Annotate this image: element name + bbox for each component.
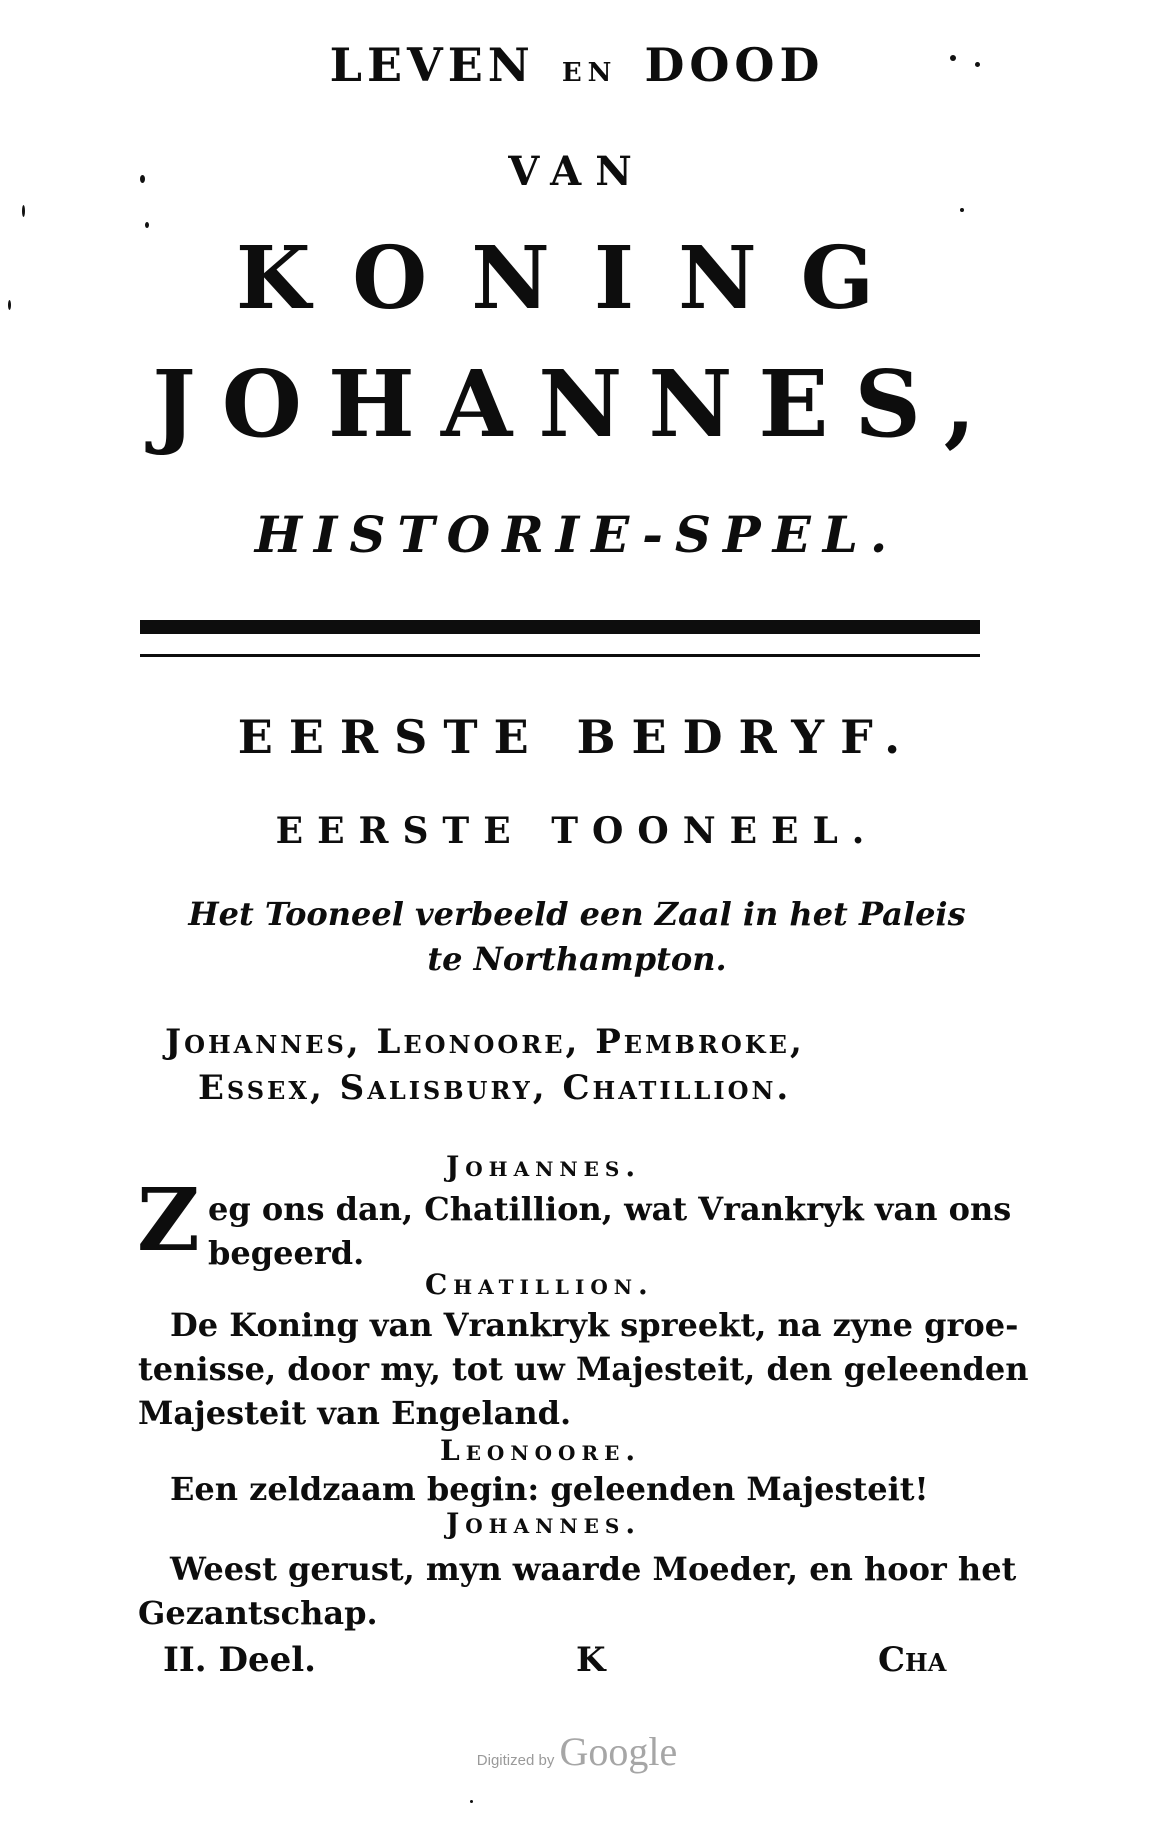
title-genre: HISTORIE-SPEL. <box>254 505 900 564</box>
scene-heading: EERSTE TOONEEL. <box>275 810 879 852</box>
running-head-leven: LEVEN <box>329 38 535 92</box>
watermark-brand: Google <box>559 1729 678 1774</box>
scan-speck <box>145 222 149 228</box>
cast-list-line-1: Johannes, Leonoore, Pembroke, <box>165 1022 805 1062</box>
title-johannes: JOHANNES, <box>152 350 1002 458</box>
drop-cap: Z <box>137 1170 200 1271</box>
signature-mark: K <box>576 1640 606 1680</box>
speaker-johannes-2: Johannes. <box>446 1507 642 1540</box>
scan-speck <box>960 208 964 212</box>
dialogue-line: Weest gerust, myn waarde Moeder, en hoor het <box>170 1550 1017 1588</box>
scan-speck <box>950 55 956 61</box>
scan-speck <box>975 62 980 67</box>
setting-line-1: Het Tooneel verbeeld een Zaal in het Paleis <box>188 895 966 933</box>
scan-speck <box>22 205 25 217</box>
dialogue-line: eg ons dan, Chatillion, wat Vrankryk van ons <box>208 1190 1012 1228</box>
signature-volume: II. Deel. <box>163 1640 316 1680</box>
title-koning: KONING <box>235 228 919 329</box>
dialogue-line: De Koning van Vrankryk spreekt, na zyne groe- <box>170 1306 1019 1344</box>
running-head-en: EN <box>561 58 618 88</box>
thin-rule <box>140 654 980 657</box>
title-van: VAN <box>508 148 646 195</box>
speaker-johannes: Johannes. <box>446 1150 642 1183</box>
digitization-watermark <box>0 1728 1154 1775</box>
speaker-chatillion: Chatillion. <box>425 1268 654 1301</box>
cast-list-line-2: Essex, Salisbury, Chatillion. <box>198 1068 792 1108</box>
dialogue-line: begeerd. <box>208 1234 365 1272</box>
watermark-prefix: Digitized by <box>476 1752 555 1769</box>
catchword: Cha <box>878 1640 947 1680</box>
dialogue-line: Majesteit van Engeland. <box>138 1394 572 1432</box>
setting-line-2: te Northampton. <box>427 940 727 978</box>
scan-speck <box>8 300 11 310</box>
running-head-dood: DOOD <box>644 38 825 92</box>
scan-speck <box>140 175 145 183</box>
running-head <box>0 38 1154 92</box>
thick-rule <box>140 620 980 634</box>
dialogue-line: Gezantschap. <box>138 1594 378 1632</box>
dialogue-line: Een zeldzaam begin: geleenden Majesteit! <box>170 1470 929 1508</box>
act-heading: EERSTE BEDRYF. <box>237 710 917 764</box>
scan-speck <box>470 1800 473 1803</box>
dialogue-line: tenisse, door my, tot uw Majesteit, den geleenden <box>138 1350 1029 1388</box>
speaker-leonoore: Leonoore. <box>440 1434 642 1467</box>
